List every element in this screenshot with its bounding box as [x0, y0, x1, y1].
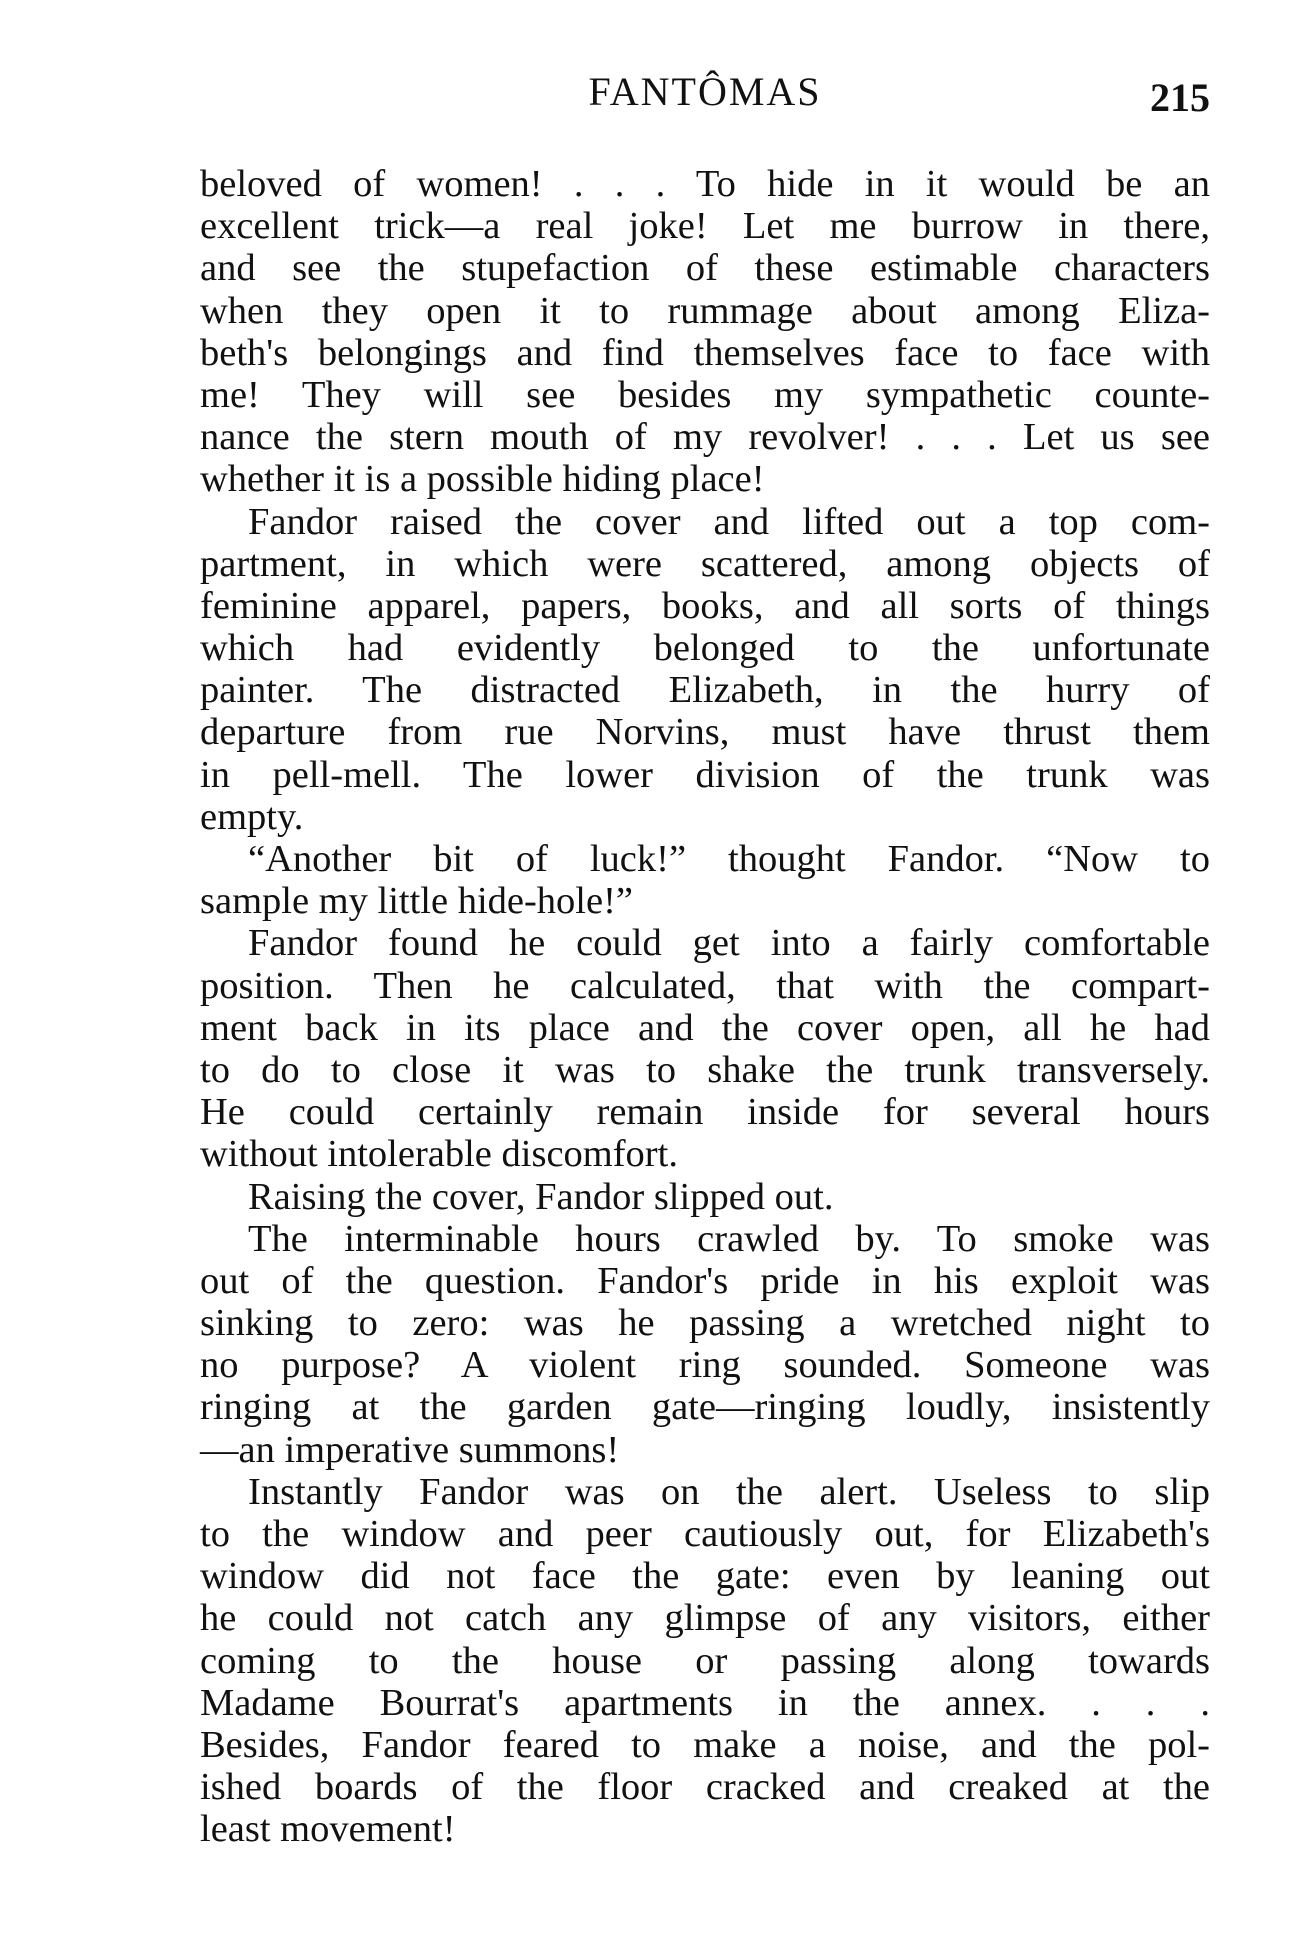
text-line: painter. The distracted Elizabeth, in the hurry of — [200, 669, 1210, 712]
text-line: whether it is a possible hiding place! — [200, 458, 765, 501]
text-line: He could certainly remain inside for several hours — [200, 1091, 1210, 1134]
body-text — [200, 163, 1210, 1851]
text-line: Besides, Fandor feared to make a noise, and the pol- — [200, 1723, 1210, 1766]
text-line: he could not catch any glimpse of any visitors, either — [200, 1597, 1210, 1640]
text-line: when they open it to rummage about among Eliza- — [200, 289, 1210, 332]
text-line: coming to the house or passing along towards — [200, 1639, 1210, 1682]
text-line: least movement! — [200, 1808, 456, 1851]
text-line: empty. — [200, 795, 304, 838]
text-line: feminine apparel, papers, books, and all sorts of things — [200, 584, 1210, 627]
text-line: to the window and peer cautiously out, for Elizabeth's — [200, 1513, 1210, 1555]
text-line: “Another bit of luck!” thought Fandor. “Now to — [248, 838, 1210, 880]
page-header — [200, 62, 1210, 122]
text-line: beloved of women! . . . To hide in it would be an — [200, 163, 1210, 205]
text-line: sample my little hide-hole!” — [200, 880, 633, 923]
text-line: to do to close it was to shake the trunk transversely. — [200, 1048, 1210, 1091]
text-line: which had evidently belonged to the unfortunate — [200, 627, 1210, 670]
text-line: beth's belongings and find themselves face to face with — [200, 331, 1210, 374]
text-line: Fandor found he could get into a fairly comfortable — [248, 922, 1210, 965]
running-title: FANTÔMAS — [588, 69, 822, 114]
text-line: nance the stern mouth of my revolver! . . . Let us see — [200, 416, 1210, 459]
text-line: ment back in its place and the cover open, all he had — [200, 1006, 1210, 1049]
text-line: Madame Bourrat's apartments in the annex. . . . — [200, 1681, 1210, 1724]
text-line: Raising the cover, Fandor slipped out. — [248, 1175, 834, 1218]
text-line: no purpose? A violent ring sounded. Someone was — [200, 1344, 1210, 1387]
page-number: 215 — [1150, 75, 1210, 120]
text-line: out of the question. Fandor's pride in his exploit was — [200, 1259, 1210, 1302]
text-line: —an imperative summons! — [200, 1428, 620, 1471]
text-line: without intolerable discomfort. — [200, 1133, 678, 1176]
text-line: in pell-mell. The lower division of the trunk was — [200, 753, 1210, 796]
text-line: ished boards of the floor cracked and creaked at the — [200, 1766, 1210, 1809]
text-line: me! They will see besides my sympathetic counte- — [200, 373, 1210, 416]
text-line: and see the stupefaction of these estimable characters — [200, 247, 1210, 290]
text-line: The interminable hours crawled by. To smoke was — [248, 1217, 1210, 1260]
text-line: sinking to zero: was he passing a wretched night to — [200, 1302, 1210, 1345]
text-line: partment, in which were scattered, among objects of — [200, 542, 1210, 585]
text-line: Fandor raised the cover and lifted out a top com- — [248, 500, 1210, 543]
text-line: Instantly Fandor was on the alert. Useless to slip — [248, 1470, 1210, 1513]
text-line: position. Then he calculated, that with the compart- — [200, 964, 1210, 1007]
text-line: window did not face the gate: even by leaning out — [200, 1555, 1210, 1598]
text-line: ringing at the garden gate—ringing loudly, insistently — [200, 1386, 1210, 1429]
text-line: departure from rue Norvins, must have thrust them — [200, 711, 1210, 754]
text-line: excellent trick—a real joke! Let me burrow in there, — [200, 205, 1210, 248]
